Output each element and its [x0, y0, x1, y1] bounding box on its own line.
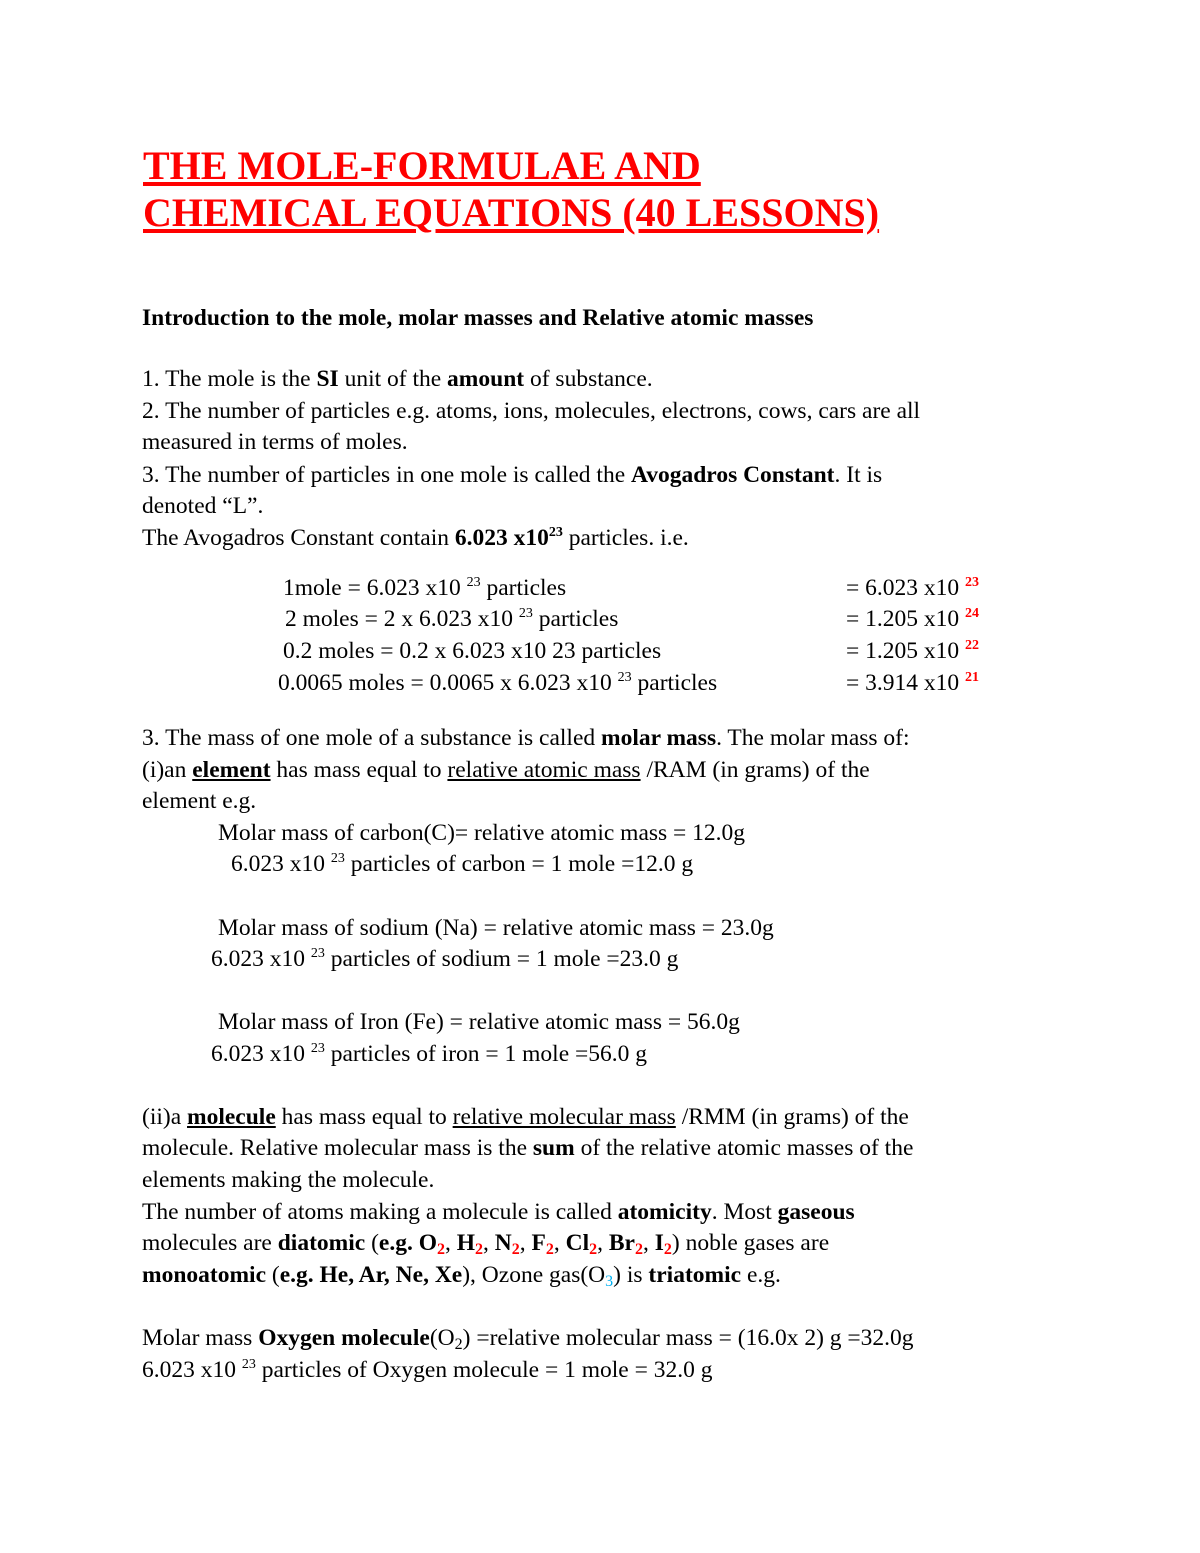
text: 6.023 x10 — [142, 1357, 242, 1383]
calc-right-2 — [846, 604, 979, 635]
superscript: 23 — [310, 1041, 325, 1056]
text: I — [654, 1230, 664, 1256]
superscript: 23 — [241, 1357, 256, 1372]
text: /RMM (in grams) of the — [675, 1104, 909, 1130]
superscript: 23 — [965, 575, 980, 590]
paragraph-2-line-1: 2. The number of particles e.g. atoms, ions, molecules, electrons, cows, cars are all — [142, 398, 921, 424]
subscript: 2 — [545, 1241, 554, 1258]
subscript: 3 — [605, 1273, 614, 1290]
paragraph-7-line-1 — [142, 1102, 909, 1133]
text: 6.023 x10 — [211, 946, 311, 972]
text: ( — [365, 1230, 379, 1256]
text: The number of atoms making a molecule is called — [142, 1199, 618, 1225]
text: 2 moles = 2 x 6.023 x10 — [285, 606, 519, 632]
text: . Most — [711, 1199, 778, 1225]
iron-line-2 — [211, 1039, 647, 1070]
formula — [609, 1230, 643, 1256]
text: 6.023 x10 — [211, 1041, 311, 1067]
text: . The molar mass of: — [716, 725, 910, 751]
keyword-element: element — [192, 757, 271, 783]
text: atomicity — [617, 1199, 712, 1225]
superscript: 23 — [330, 851, 345, 866]
text: particles. i.e. — [562, 525, 689, 551]
iron-line-1: Molar mass of Iron (Fe) = relative atomic mass = 56.0g — [218, 1009, 740, 1035]
text: 6.023 x10 — [454, 525, 549, 551]
superscript: 23 — [310, 946, 325, 961]
paragraph-8-line-2: molecules are diatomic (e.g. $O_2$, $H_2$, $N_2$, $F_2$, $Cl_2$, $Br_2$, $I_2$) noble gases are — [142, 1230, 830, 1258]
paragraph-4 — [142, 523, 689, 554]
text: ) is — [613, 1262, 649, 1288]
subscript: 2 — [511, 1241, 520, 1258]
text: e.g. — [741, 1262, 781, 1288]
text: Oxygen molecule — [258, 1325, 430, 1351]
formula — [495, 1230, 520, 1256]
subscript: 2 — [475, 1241, 484, 1258]
text: Br — [608, 1230, 635, 1256]
text: Avogadros Constant — [631, 462, 835, 488]
text: SI — [316, 366, 339, 392]
paragraph-3-line-1 — [142, 460, 882, 491]
text: N — [494, 1230, 512, 1256]
superscript: 24 — [965, 606, 980, 621]
text: 1mole = 6.023 x10 — [283, 575, 467, 601]
paragraph-8-line-3 — [142, 1260, 781, 1291]
text: O — [588, 1262, 606, 1288]
sodium-line-2 — [211, 944, 678, 975]
text: diatomic — [277, 1230, 366, 1256]
text: triatomic — [648, 1262, 742, 1288]
text: particles — [480, 575, 567, 601]
text: 3. The mass of one mole of a substance is called — [142, 725, 601, 751]
text: Molar mass — [142, 1325, 259, 1351]
title-line-1: THE MOLE-FORMULAE AND — [143, 143, 701, 188]
text: = 3.914 x10 — [846, 670, 966, 696]
text: 3. The number of particles in one mole is called the — [142, 462, 632, 488]
text: = 6.023 x10 — [846, 575, 966, 601]
keyword-rmm: relative molecular mass — [452, 1104, 676, 1130]
text: molecules are — [142, 1230, 278, 1256]
calc-left-2 — [285, 604, 618, 635]
carbon-line-2 — [231, 849, 693, 880]
paragraph-2-line-2: measured in terms of moles. — [142, 429, 408, 455]
text: (O — [429, 1325, 455, 1351]
text: e.g. He, Ar, Ne, Xe — [279, 1262, 463, 1288]
keyword-ram: relative atomic mass — [447, 757, 641, 783]
text: (ii)a — [142, 1104, 188, 1130]
text: particles of sodium = 1 mole =23.0 g — [324, 946, 679, 972]
paragraph-6-line-2: element e.g. — [142, 788, 257, 814]
subscript: 2 — [663, 1241, 672, 1258]
text: 0.2 moles = 0.2 x 6.023 x10 23 particles — [283, 638, 662, 664]
subscript: 2 — [436, 1241, 445, 1258]
paragraph-6-line-1 — [142, 755, 870, 786]
calc-left-1 — [283, 573, 566, 604]
text: amount — [447, 366, 525, 392]
text: molecule. Relative molecular mass is the — [142, 1135, 533, 1161]
text: F — [531, 1230, 546, 1256]
formula — [457, 1230, 483, 1256]
text: 6.023 x10 — [231, 851, 331, 877]
carbon-line-1: Molar mass of carbon(C)= relative atomic mass = 12.0g — [218, 820, 746, 846]
text: particles — [532, 606, 619, 632]
text: particles of iron = 1 mole =56.0 g — [324, 1041, 648, 1067]
calc-right-4 — [846, 668, 979, 699]
text: = 1.205 x10 — [846, 638, 966, 664]
superscript: 23 — [518, 606, 533, 621]
text: particles — [631, 670, 718, 696]
text: unit of the — [338, 366, 448, 392]
text: H — [456, 1230, 476, 1256]
text: particles of carbon = 1 mole =12.0 g — [344, 851, 694, 877]
subscript: 2 — [589, 1241, 598, 1258]
text: ), Ozone gas( — [462, 1262, 589, 1288]
text: O — [418, 1230, 437, 1256]
paragraph-5 — [142, 723, 910, 754]
text: ) noble gases are — [671, 1230, 830, 1256]
calc-left-3 — [283, 636, 661, 667]
text: has mass equal to — [275, 1104, 453, 1130]
text: of substance. — [524, 366, 653, 392]
paragraph-8-line-1 — [142, 1197, 855, 1228]
calc-left-4 — [278, 668, 717, 699]
superscript: 22 — [965, 638, 980, 653]
text: ( — [266, 1262, 280, 1288]
paragraph-9-line-2 — [142, 1355, 712, 1386]
paragraph-7-line-2 — [142, 1133, 913, 1164]
superscript: 21 — [965, 670, 980, 685]
calc-right-3 — [846, 636, 979, 667]
superscript: 23 — [617, 670, 632, 685]
text — [455, 525, 563, 551]
formula — [532, 1230, 554, 1256]
sodium-line-1: Molar mass of sodium (Na) = relative atomic mass = 23.0g — [218, 915, 774, 941]
text: /RAM (in grams) of the — [640, 757, 870, 783]
page-title — [143, 142, 879, 236]
text: e.g. — [378, 1230, 419, 1256]
section-heading: Introduction to the mole, molar masses and Relative atomic masses — [142, 305, 814, 331]
text: ) =relative molecular mass = (16.0x 2) g =32.0g — [462, 1325, 914, 1351]
text: particles of Oxygen molecule = 1 mole = 32.0 g — [255, 1357, 713, 1383]
paragraph-9-line-1 — [142, 1323, 914, 1354]
text: of the relative atomic masses of the — [574, 1135, 914, 1161]
text: has mass equal to — [270, 757, 448, 783]
text: gaseous — [777, 1199, 855, 1225]
title-line-2: CHEMICAL EQUATIONS (40 LESSONS) — [143, 190, 880, 235]
formula — [655, 1230, 672, 1256]
text: 0.0065 moles = 0.0065 x 6.023 x10 — [278, 670, 618, 696]
subscript: 2 — [454, 1336, 463, 1353]
text: 1. The mole is the — [142, 366, 317, 392]
subscript: 2 — [634, 1241, 643, 1258]
text: monoatomic — [142, 1262, 267, 1288]
keyword-molecule: molecule — [187, 1104, 276, 1130]
text: molar mass — [601, 725, 717, 751]
formula — [419, 1230, 445, 1256]
text: The Avogadros Constant contain — [142, 525, 455, 551]
superscript: 23 — [466, 575, 481, 590]
paragraph-3-line-2: denoted “L”. — [142, 493, 264, 519]
text: sum — [532, 1135, 575, 1161]
text: Cl — [565, 1230, 590, 1256]
text: . It is — [834, 462, 883, 488]
calc-right-1 — [846, 573, 979, 604]
text: = 1.205 x10 — [846, 606, 966, 632]
superscript: 23 — [548, 525, 563, 540]
paragraph-7-line-3: elements making the molecule. — [142, 1167, 435, 1193]
formula — [566, 1230, 598, 1256]
paragraph-1 — [142, 364, 653, 395]
text: (i)an — [142, 757, 193, 783]
